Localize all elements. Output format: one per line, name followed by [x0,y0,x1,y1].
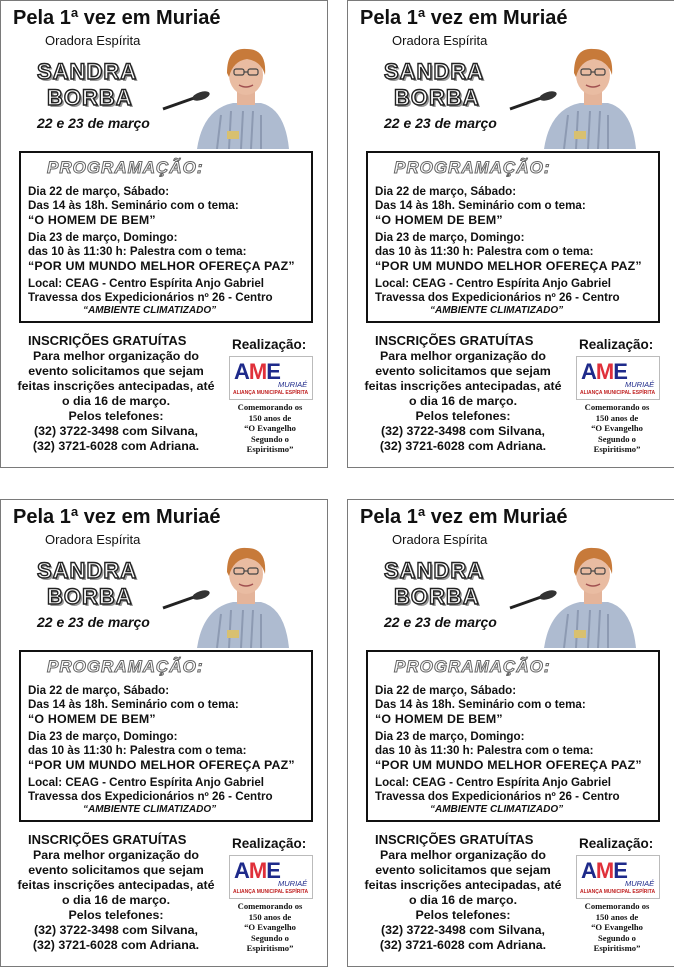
day2-theme: “POR UM MUNDO MELHOR OFEREÇA PAZ” [375,758,642,772]
phone-1: (32) 3722-3498 com Silvana, [381,424,545,438]
anniversary-note [570,901,664,954]
anniversary-line-2: 150 anos de [248,412,292,423]
speaker-last-name: BORBA [394,584,480,609]
anniversary-line-3: “O Evangelho [591,423,643,434]
day1-date: Dia 22 de março, Sábado: [28,185,170,198]
ame-logo-text: AME [234,858,280,883]
day2-date: Dia 23 de março, Domingo: [375,231,525,244]
registration-text-1: Para melhor organização do [33,349,199,363]
phone-1: (32) 3722-3498 com Silvana, [381,923,545,937]
program-title: PROGRAMAÇÃO: [47,158,204,177]
day1-date: Dia 22 de março, Sábado: [375,185,517,198]
anniversary-note [223,901,317,954]
address: Travessa dos Expedicionários nº 26 - Centro [375,291,620,304]
registration-text-2: evento solicitamos que sejam [28,863,204,877]
ame-logo-tagline: ALIANÇA MUNICIPAL ESPÍRITA [233,889,309,895]
day2-time: das 10 às 11:30 h: Palestra com o tema: [28,245,247,258]
anniversary-line-3: “O Evangelho [244,423,296,434]
venue: Local: CEAG - Centro Espírita Anjo Gabriel [28,277,264,290]
organizer-label: Realização: [232,836,307,851]
day2-theme: “POR UM MUNDO MELHOR OFEREÇA PAZ” [28,758,295,772]
organizer-label: Realização: [579,836,654,851]
day1-time: Das 14 às 18h. Seminário com o tema: [375,199,586,212]
day2-theme: “POR UM MUNDO MELHOR OFEREÇA PAZ” [375,259,642,273]
anniversary-line-4: Segundo o [598,433,636,444]
headline: Pela 1ª vez em Muriaé [360,506,568,528]
day2-time: das 10 às 11:30 h: Palestra com o tema: [375,245,594,258]
anniversary-line-5: Espiritismo” [593,943,641,954]
anniversary-line-4: Segundo o [598,932,636,943]
address: Travessa dos Expedicionários nº 26 - Centro [28,790,273,803]
anniversary-line-4: Segundo o [251,932,289,943]
headline: Pela 1ª vez em Muriaé [13,7,221,29]
headline: Pela 1ª vez em Muriaé [13,506,221,528]
registration-text-3: feitas inscrições antecipadas, até [17,878,215,892]
day1-time: Das 14 às 18h. Seminário com o tema: [28,199,239,212]
organizer-label: Realização: [232,337,307,352]
registration-text-5: Pelos telefones: [68,409,164,423]
registration-text-3: feitas inscrições antecipadas, até [17,379,215,393]
speaker-first-name: SANDRA [384,59,485,84]
phone-2: (32) 3721-6028 com Adriana. [32,938,200,952]
anniversary-line-5: Espiritismo” [246,943,294,954]
registration-text-2: evento solicitamos que sejam [375,863,551,877]
registration-title: INSCRIÇÕES GRATUÍTAS [28,333,187,348]
day1-theme: “O HOMEM DE BEM” [28,712,156,726]
flyer-bottom-right [347,499,674,967]
event-dates: 22 e 23 de março [37,614,150,630]
ame-logo [229,855,313,899]
phone-2: (32) 3721-6028 com Adriana. [379,439,547,453]
ame-logo-text: AME [581,858,627,883]
speaker-first-name: SANDRA [37,558,138,583]
ambient-note: “AMBIENTE CLIMATIZADO” [83,305,217,316]
venue: Local: CEAG - Centro Espírita Anjo Gabriel [375,776,611,789]
subtitle: Oradora Espírita [45,532,141,547]
anniversary-line-2: 150 anos de [595,911,639,922]
day1-date: Dia 22 de março, Sábado: [28,684,170,697]
program-title: PROGRAMAÇÃO: [47,657,204,676]
program-box [19,650,313,822]
day2-theme: “POR UM MUNDO MELHOR OFEREÇA PAZ” [28,259,295,273]
registration-text-2: evento solicitamos que sejam [28,364,204,378]
registration-title: INSCRIÇÕES GRATUÍTAS [375,832,534,847]
day1-date: Dia 22 de março, Sábado: [375,684,517,697]
venue: Local: CEAG - Centro Espírita Anjo Gabriel [28,776,264,789]
day1-time: Das 14 às 18h. Seminário com o tema: [28,698,239,711]
ambient-note: “AMBIENTE CLIMATIZADO” [430,305,564,316]
anniversary-line-1: Comemorando os [584,402,650,412]
registration-title: INSCRIÇÕES GRATUÍTAS [375,333,534,348]
program-title: PROGRAMAÇÃO: [394,158,551,177]
anniversary-line-3: “O Evangelho [591,922,643,933]
program-box [366,151,660,323]
registration-text-4: o dia 16 de março. [61,394,171,408]
program-box [366,650,660,822]
anniversary-line-3: “O Evangelho [244,922,296,933]
speaker-photo [504,544,636,648]
day2-date: Dia 23 de março, Domingo: [375,730,525,743]
anniversary-line-5: Espiritismo” [593,444,641,455]
day2-date: Dia 23 de março, Domingo: [28,730,178,743]
address: Travessa dos Expedicionários nº 26 - Centro [28,291,273,304]
registration-text-5: Pelos telefones: [415,409,511,423]
subtitle: Oradora Espírita [392,33,488,48]
anniversary-line-5: Espiritismo” [246,444,294,455]
day2-date: Dia 23 de março, Domingo: [28,231,178,244]
day1-theme: “O HOMEM DE BEM” [375,213,503,227]
phone-1: (32) 3722-3498 com Silvana, [34,424,198,438]
registration-text-5: Pelos telefones: [415,908,511,922]
event-dates: 22 e 23 de março [384,115,497,131]
registration-text-4: o dia 16 de março. [408,394,518,408]
ame-logo-tagline: ALIANÇA MUNICIPAL ESPÍRITA [580,390,656,396]
program-title: PROGRAMAÇÃO: [394,657,551,676]
day1-time: Das 14 às 18h. Seminário com o tema: [375,698,586,711]
registration-text-5: Pelos telefones: [68,908,164,922]
flyer-top-left [0,0,328,468]
program-box [19,151,313,323]
speaker-photo [157,45,289,149]
registration-text-4: o dia 16 de março. [61,893,171,907]
registration-text-1: Para melhor organização do [380,848,546,862]
speaker-last-name: BORBA [394,85,480,110]
anniversary-note [223,402,317,455]
anniversary-line-2: 150 anos de [248,911,292,922]
speaker-first-name: SANDRA [37,59,138,84]
speaker-photo [504,45,636,149]
phone-2: (32) 3721-6028 com Adriana. [379,938,547,952]
day1-theme: “O HOMEM DE BEM” [375,712,503,726]
ame-logo-tagline: ALIANÇA MUNICIPAL ESPÍRITA [233,390,309,396]
subtitle: Oradora Espírita [45,33,141,48]
ame-logo-tagline: ALIANÇA MUNICIPAL ESPÍRITA [580,889,656,895]
registration-text-4: o dia 16 de março. [408,893,518,907]
venue: Local: CEAG - Centro Espírita Anjo Gabriel [375,277,611,290]
speaker-first-name: SANDRA [384,558,485,583]
headline: Pela 1ª vez em Muriaé [360,7,568,29]
day1-theme: “O HOMEM DE BEM” [28,213,156,227]
ambient-note: “AMBIENTE CLIMATIZADO” [83,804,217,815]
ame-logo-city: MURIAÉ [625,879,655,888]
speaker-last-name: BORBA [47,584,133,609]
event-dates: 22 e 23 de março [384,614,497,630]
registration-text-3: feitas inscrições antecipadas, até [364,379,562,393]
registration-text-1: Para melhor organização do [33,848,199,862]
day2-time: das 10 às 11:30 h: Palestra com o tema: [375,744,594,757]
ame-logo [576,855,660,899]
flyer-top-right [347,0,674,468]
anniversary-line-4: Segundo o [251,433,289,444]
anniversary-line-1: Comemorando os [237,901,303,911]
anniversary-line-1: Comemorando os [237,402,303,412]
anniversary-note [570,402,664,455]
ame-logo-text: AME [234,359,280,384]
phone-2: (32) 3721-6028 com Adriana. [32,439,200,453]
ame-logo-city: MURIAÉ [625,380,655,389]
speaker-last-name: BORBA [47,85,133,110]
registration-text-1: Para melhor organização do [380,349,546,363]
ambient-note: “AMBIENTE CLIMATIZADO” [430,804,564,815]
organizer-label: Realização: [579,337,654,352]
speaker-photo [157,544,289,648]
flyer-bottom-left [0,499,328,967]
ame-logo-text: AME [581,359,627,384]
event-dates: 22 e 23 de março [37,115,150,131]
day2-time: das 10 às 11:30 h: Palestra com o tema: [28,744,247,757]
ame-logo-city: MURIAÉ [278,879,308,888]
ame-logo [576,356,660,400]
anniversary-line-2: 150 anos de [595,412,639,423]
phone-1: (32) 3722-3498 com Silvana, [34,923,198,937]
anniversary-line-1: Comemorando os [584,901,650,911]
registration-text-3: feitas inscrições antecipadas, até [364,878,562,892]
registration-title: INSCRIÇÕES GRATUÍTAS [28,832,187,847]
registration-text-2: evento solicitamos que sejam [375,364,551,378]
subtitle: Oradora Espírita [392,532,488,547]
ame-logo-city: MURIAÉ [278,380,308,389]
ame-logo [229,356,313,400]
address: Travessa dos Expedicionários nº 26 - Centro [375,790,620,803]
